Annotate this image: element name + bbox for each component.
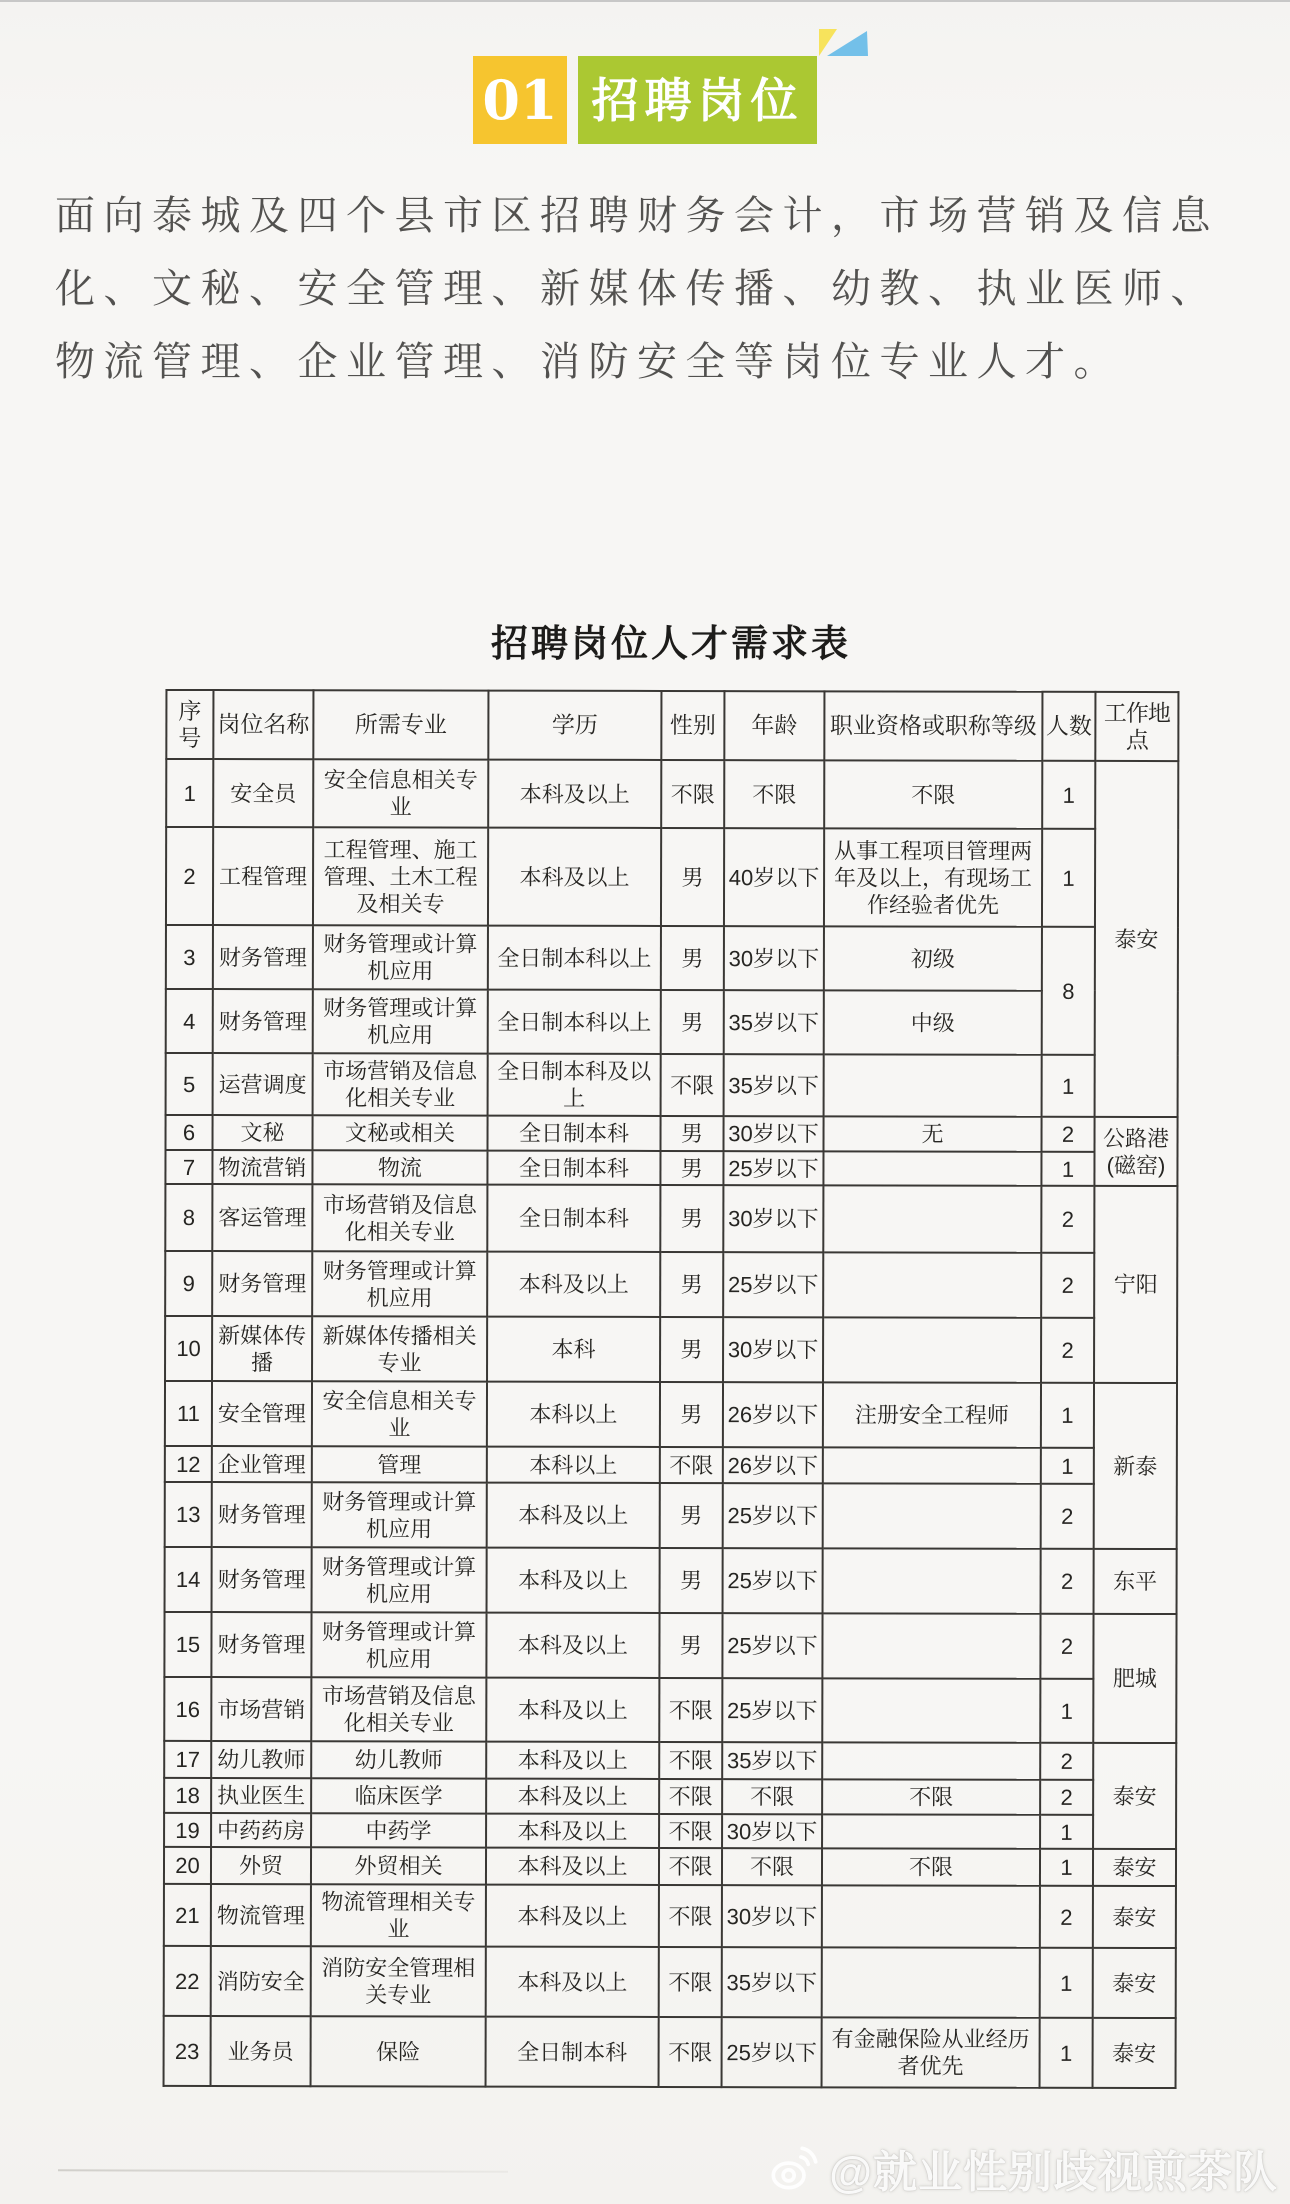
table-cell: 10: [165, 1316, 212, 1381]
table-cell: 本科及以上: [486, 1885, 659, 1947]
table-cell: 新泰: [1094, 1383, 1177, 1549]
table-row: [165, 1482, 1177, 1549]
table-cell: 本科及以上: [487, 1548, 660, 1613]
table-cell: 15: [164, 1612, 211, 1677]
table-cell: 40岁以下: [724, 828, 824, 926]
table-cell: 2: [1041, 1318, 1094, 1383]
table-cell: 1: [166, 759, 213, 827]
table-cell: 从事工程项目管理两年及以上，有现场工作经验者优先: [824, 828, 1042, 926]
table-cell: [823, 1447, 1041, 1483]
table-cell: 2: [1040, 1743, 1093, 1780]
table-row: [166, 989, 1178, 1055]
table-row: [165, 1547, 1177, 1614]
table-body: [164, 759, 1179, 2088]
table-cell: 不限: [659, 1947, 722, 2017]
table-cell: 临床医学: [311, 1778, 486, 1813]
table-cell: 25岁以下: [723, 1252, 823, 1317]
triangle-deco-icon: [815, 26, 872, 57]
table-row: [166, 925, 1178, 991]
table-cell: 不限: [659, 2017, 722, 2087]
table-cell: 本科及以上: [486, 1613, 659, 1678]
table-cell: 注册安全工程师: [823, 1382, 1041, 1447]
table-cell: 4: [166, 989, 213, 1053]
table-cell: 本科及以上: [486, 1742, 659, 1779]
table-cell: 30岁以下: [724, 926, 824, 990]
intro-line: 化、文秘、安全管理、新媒体传播、幼教、执业医师、: [55, 267, 1219, 311]
table-cell: [822, 1742, 1040, 1779]
table-cell: 财务管理: [213, 989, 313, 1053]
photo-top-edge: [0, 0, 1290, 2]
table-cell: 物流营销: [212, 1150, 312, 1184]
table-cell: 工程管理、施工管理、土木工程及相关专: [313, 827, 488, 925]
table-cell: 25岁以下: [723, 1483, 823, 1548]
table-cell: 泰安: [1093, 2018, 1176, 2088]
table-cell: [822, 1613, 1040, 1678]
table-cell: 男: [660, 1252, 723, 1317]
table-cell: 1: [1041, 1383, 1094, 1448]
table-title: 招聘岗位人才需求表: [491, 624, 851, 665]
paper-fold-line: [58, 2169, 508, 2173]
table-header: [166, 690, 1178, 761]
column-header: 岗位名称: [213, 690, 313, 759]
table-cell: 管理: [312, 1446, 487, 1482]
table-cell: 市场营销及信息化相关专业: [312, 1184, 487, 1251]
table-cell: 30岁以下: [722, 1814, 822, 1848]
weibo-icon: [769, 2141, 823, 2195]
table-row: [165, 1251, 1177, 1318]
table-cell: 25岁以下: [723, 1548, 823, 1613]
table-cell: 有金融保险从业经历者优先: [822, 2017, 1040, 2087]
table-cell: 运营调度: [213, 1053, 313, 1115]
table-cell: 不限: [659, 1742, 722, 1779]
table-cell: 不限: [661, 1054, 724, 1116]
table-cell: 全日制本科及以上: [488, 1054, 661, 1116]
table-cell: [823, 1548, 1041, 1613]
table-cell: 6: [165, 1115, 212, 1150]
column-header: 所需专业: [313, 690, 488, 759]
table-cell: 9: [165, 1251, 212, 1316]
table-cell: 消防安全管理相关专业: [311, 1946, 486, 2016]
table-cell: 2: [166, 827, 213, 925]
table-cell: [823, 1483, 1041, 1548]
table-cell: 中级: [824, 990, 1042, 1054]
table-cell: 男: [660, 1483, 723, 1548]
table-cell: 男: [661, 990, 724, 1054]
table-cell: 文秘或相关: [312, 1115, 487, 1150]
table-row: [165, 1316, 1177, 1383]
column-header: 序号: [166, 690, 213, 759]
table-cell: 不限: [659, 1848, 722, 1885]
table-cell: 2: [1040, 1886, 1093, 1948]
table-cell: 工程管理: [213, 827, 313, 925]
table-cell: 16: [164, 1677, 211, 1741]
table-cell: 财务管理或计算机应用: [312, 1251, 487, 1316]
recruitment-demand-table: [163, 689, 1180, 2089]
table-row: [164, 1778, 1176, 1815]
table-cell: 全日制本科: [487, 1185, 660, 1252]
table-cell: [823, 1252, 1041, 1317]
table-cell: 3: [166, 925, 213, 989]
table-cell: 不限: [659, 1814, 722, 1848]
table-cell: 男: [659, 1613, 722, 1678]
table-cell: 本科以上: [487, 1382, 660, 1447]
table-cell: 男: [661, 926, 724, 990]
table-cell: 泰安: [1093, 1849, 1176, 1886]
table-cell: 26岁以下: [723, 1382, 823, 1447]
table-row: [166, 1053, 1178, 1117]
table-cell: 不限: [722, 1848, 822, 1885]
table-cell: 26岁以下: [723, 1447, 823, 1483]
table-cell: 财务管理: [211, 1612, 311, 1677]
intro-line: 面向泰城及四个县市区招聘财务会计，市场营销及信息: [55, 194, 1219, 238]
table-cell: 2: [1041, 1253, 1094, 1318]
table-cell: 本科及以上: [487, 1252, 660, 1317]
table-cell: 全日制本科: [486, 2017, 659, 2087]
table-cell: 22: [164, 1946, 211, 2016]
table-cell: 本科及以上: [488, 760, 661, 828]
table-cell: 男: [660, 1151, 723, 1185]
table-cell: 男: [660, 1185, 723, 1252]
table-cell: 35岁以下: [722, 1947, 822, 2017]
table-cell: 1: [1040, 1849, 1093, 1886]
table-cell: 安全管理: [212, 1381, 312, 1446]
table-cell: 不限: [722, 1779, 822, 1814]
table-cell: 不限: [660, 1447, 723, 1483]
table-cell: 财务管理或计算机应用: [312, 1482, 487, 1547]
table-cell: 泰安: [1093, 1886, 1176, 1948]
table-cell: 财务管理或计算机应用: [312, 1547, 487, 1612]
table-cell: 男: [660, 1548, 723, 1613]
table-cell: 幼儿教师: [311, 1741, 486, 1778]
table-cell: 不限: [724, 760, 824, 828]
table-cell: 财务管理: [212, 1547, 312, 1612]
table-cell: 不限: [659, 1779, 722, 1814]
table-cell: 全日制本科: [487, 1151, 660, 1185]
table-cell: 1: [1040, 1948, 1093, 2018]
table-cell: 物流管理: [211, 1884, 311, 1946]
table-row: [164, 1813, 1176, 1849]
table-row: [165, 1150, 1177, 1186]
table-cell: 公路港(磁窑): [1094, 1117, 1177, 1186]
table-row: [165, 1184, 1177, 1253]
table-cell: 安全信息相关专业: [312, 1381, 487, 1446]
table-cell: 客运管理: [212, 1184, 312, 1251]
table-cell: 19: [164, 1813, 211, 1847]
table-cell: 本科及以上: [486, 1678, 659, 1742]
table-cell: 35岁以下: [724, 1054, 824, 1116]
column-header: 年龄: [724, 691, 824, 760]
table-cell: [822, 1678, 1040, 1742]
table-cell: 物流: [312, 1150, 487, 1184]
table-cell: 外贸: [211, 1847, 311, 1884]
table-cell: 无: [823, 1116, 1041, 1151]
table-cell: 25岁以下: [722, 1613, 822, 1678]
table-cell: 市场营销及信息化相关专业: [313, 1053, 488, 1115]
table-cell: 东平: [1094, 1549, 1177, 1614]
table-cell: 执业医生: [211, 1778, 311, 1813]
table-row: [166, 827, 1178, 927]
table-cell: 新媒体传播: [212, 1316, 312, 1381]
table-cell: 市场营销及信息化相关专业: [311, 1677, 486, 1741]
table-cell: [822, 1885, 1040, 1947]
table-cell: 财务管理或计算机应用: [311, 1612, 486, 1677]
table-cell: 消防安全: [211, 1946, 311, 2016]
column-header: 职业资格或职称等级: [824, 691, 1042, 760]
table-row: [165, 1381, 1177, 1448]
table-cell: 1: [1040, 2018, 1093, 2088]
table-cell: 17: [164, 1741, 211, 1778]
table-cell: 8: [165, 1184, 212, 1251]
table-cell: 业务员: [211, 2016, 311, 2086]
table-row: [164, 1741, 1176, 1780]
table-cell: [822, 1814, 1040, 1848]
table-cell: 全日制本科以上: [488, 990, 661, 1054]
table-cell: 20: [164, 1847, 211, 1884]
table-cell: 35岁以下: [724, 990, 824, 1054]
table-cell: 1: [1042, 1055, 1095, 1117]
table-cell: 不限: [659, 1885, 722, 1947]
table-cell: 2: [1041, 1484, 1094, 1549]
table-row: [164, 1884, 1176, 1948]
table-cell: 30岁以下: [723, 1317, 823, 1382]
table-cell: 1: [1041, 1152, 1094, 1186]
table-cell: [823, 1151, 1041, 1185]
table-cell: 保险: [311, 2016, 486, 2086]
table-cell: 2: [1041, 1186, 1094, 1253]
table-cell: 中药药房: [211, 1813, 311, 1847]
table-cell: 不限: [661, 760, 724, 828]
table-cell: 13: [165, 1482, 212, 1547]
column-header: 工作地点: [1095, 692, 1178, 761]
table-cell: 2: [1041, 1117, 1094, 1152]
table-cell: 幼儿教师: [211, 1741, 311, 1778]
table-cell: 安全员: [213, 759, 313, 827]
table-cell: 宁阳: [1094, 1186, 1177, 1383]
table-cell: 全日制本科: [487, 1116, 660, 1151]
table-cell: 财务管理或计算机应用: [313, 925, 488, 989]
table-row: [165, 1446, 1177, 1484]
table-cell: 2: [1041, 1549, 1094, 1614]
table-cell: 5: [166, 1053, 213, 1115]
table-cell: 1: [1042, 829, 1095, 927]
table-cell: 初级: [824, 926, 1042, 990]
table-cell: 30岁以下: [722, 1885, 822, 1947]
table-cell: 30岁以下: [723, 1185, 823, 1252]
table-cell: 安全信息相关专业: [313, 759, 488, 827]
table-row: [164, 1946, 1176, 2018]
intro-paragraph: [55, 180, 1240, 399]
table-cell: 本科及以上: [486, 1947, 659, 2017]
table-cell: 物流管理相关专业: [311, 1884, 486, 1946]
table-row: [164, 2016, 1176, 2088]
table-cell: 2: [1040, 1614, 1093, 1679]
table-cell: 不限: [659, 1678, 722, 1742]
table-cell: 泰安: [1093, 1948, 1176, 2018]
table-cell: 1: [1040, 1815, 1093, 1849]
watermark-handle: @就业性别歧视煎茶队: [829, 2148, 1278, 2197]
table-cell: 泰安: [1095, 761, 1179, 1117]
table-cell: 财务管理: [212, 1482, 312, 1547]
table-cell: 市场营销: [211, 1677, 311, 1741]
table-cell: 男: [660, 1116, 723, 1151]
table-cell: 财务管理: [213, 925, 313, 989]
table-header-row: [166, 690, 1178, 761]
table-cell: 本科及以上: [486, 1814, 659, 1848]
table-cell: 本科: [487, 1317, 660, 1382]
table-cell: 1: [1041, 1448, 1094, 1484]
table-cell: 财务管理: [212, 1251, 312, 1316]
table-cell: 不限: [822, 1848, 1040, 1885]
table-cell: 本科以上: [487, 1447, 660, 1483]
table-cell: 泰安: [1093, 1743, 1176, 1849]
table-cell: 23: [164, 2016, 211, 2086]
table-cell: 1: [1040, 1679, 1093, 1743]
table-cell: 21: [164, 1884, 211, 1946]
table-cell: 14: [165, 1547, 212, 1612]
table-cell: 本科及以上: [488, 828, 661, 926]
table-cell: [823, 1317, 1041, 1382]
table-cell: 8: [1042, 927, 1095, 1055]
table-row: [164, 1847, 1176, 1886]
section-number-badge: 01: [473, 56, 567, 144]
table-row: [164, 1612, 1176, 1679]
intro-line: 物流管理、企业管理、消防安全等岗位专业人才。: [55, 340, 1122, 384]
table-row: [165, 1115, 1177, 1152]
table-cell: 不限: [822, 1779, 1040, 1814]
table-cell: 本科及以上: [486, 1848, 659, 1885]
table-cell: 30岁以下: [723, 1116, 823, 1151]
table-cell: 本科及以上: [487, 1483, 660, 1548]
table-cell: 2: [1040, 1780, 1093, 1815]
table-cell: 全日制本科以上: [488, 926, 661, 990]
table-row: [164, 1677, 1176, 1743]
table-cell: 企业管理: [212, 1446, 312, 1482]
table-cell: 男: [660, 1317, 723, 1382]
watermark: [769, 2140, 1278, 2196]
table-cell: 中药学: [311, 1813, 486, 1847]
table-cell: 11: [165, 1381, 212, 1446]
table-cell: 12: [165, 1446, 212, 1482]
table-row: [166, 759, 1178, 829]
table-cell: 1: [1042, 761, 1095, 829]
table-cell: 25岁以下: [722, 1678, 822, 1742]
table-cell: 新媒体传播相关专业: [312, 1316, 487, 1381]
column-header: 性别: [661, 691, 724, 760]
table-cell: 18: [164, 1778, 211, 1813]
table-cell: [822, 1947, 1040, 2017]
section-title: 招聘岗位: [578, 56, 817, 144]
table-cell: 财务管理或计算机应用: [313, 989, 488, 1053]
table-cell: 本科及以上: [486, 1779, 659, 1814]
table-cell: 外贸相关: [311, 1847, 486, 1884]
table-cell: 7: [165, 1150, 212, 1184]
column-header: 学历: [488, 691, 661, 760]
table-cell: 男: [661, 828, 724, 926]
table-cell: [823, 1185, 1041, 1252]
table-cell: 不限: [824, 760, 1042, 828]
table-cell: 肥城: [1093, 1614, 1176, 1743]
table-cell: 25岁以下: [722, 2017, 822, 2087]
table-cell: 25岁以下: [723, 1151, 823, 1185]
table-cell: [824, 1054, 1042, 1116]
table-cell: 文秘: [212, 1115, 312, 1150]
column-header: 人数: [1042, 692, 1095, 761]
table-cell: 35岁以下: [722, 1742, 822, 1779]
table-cell: 男: [660, 1382, 723, 1447]
